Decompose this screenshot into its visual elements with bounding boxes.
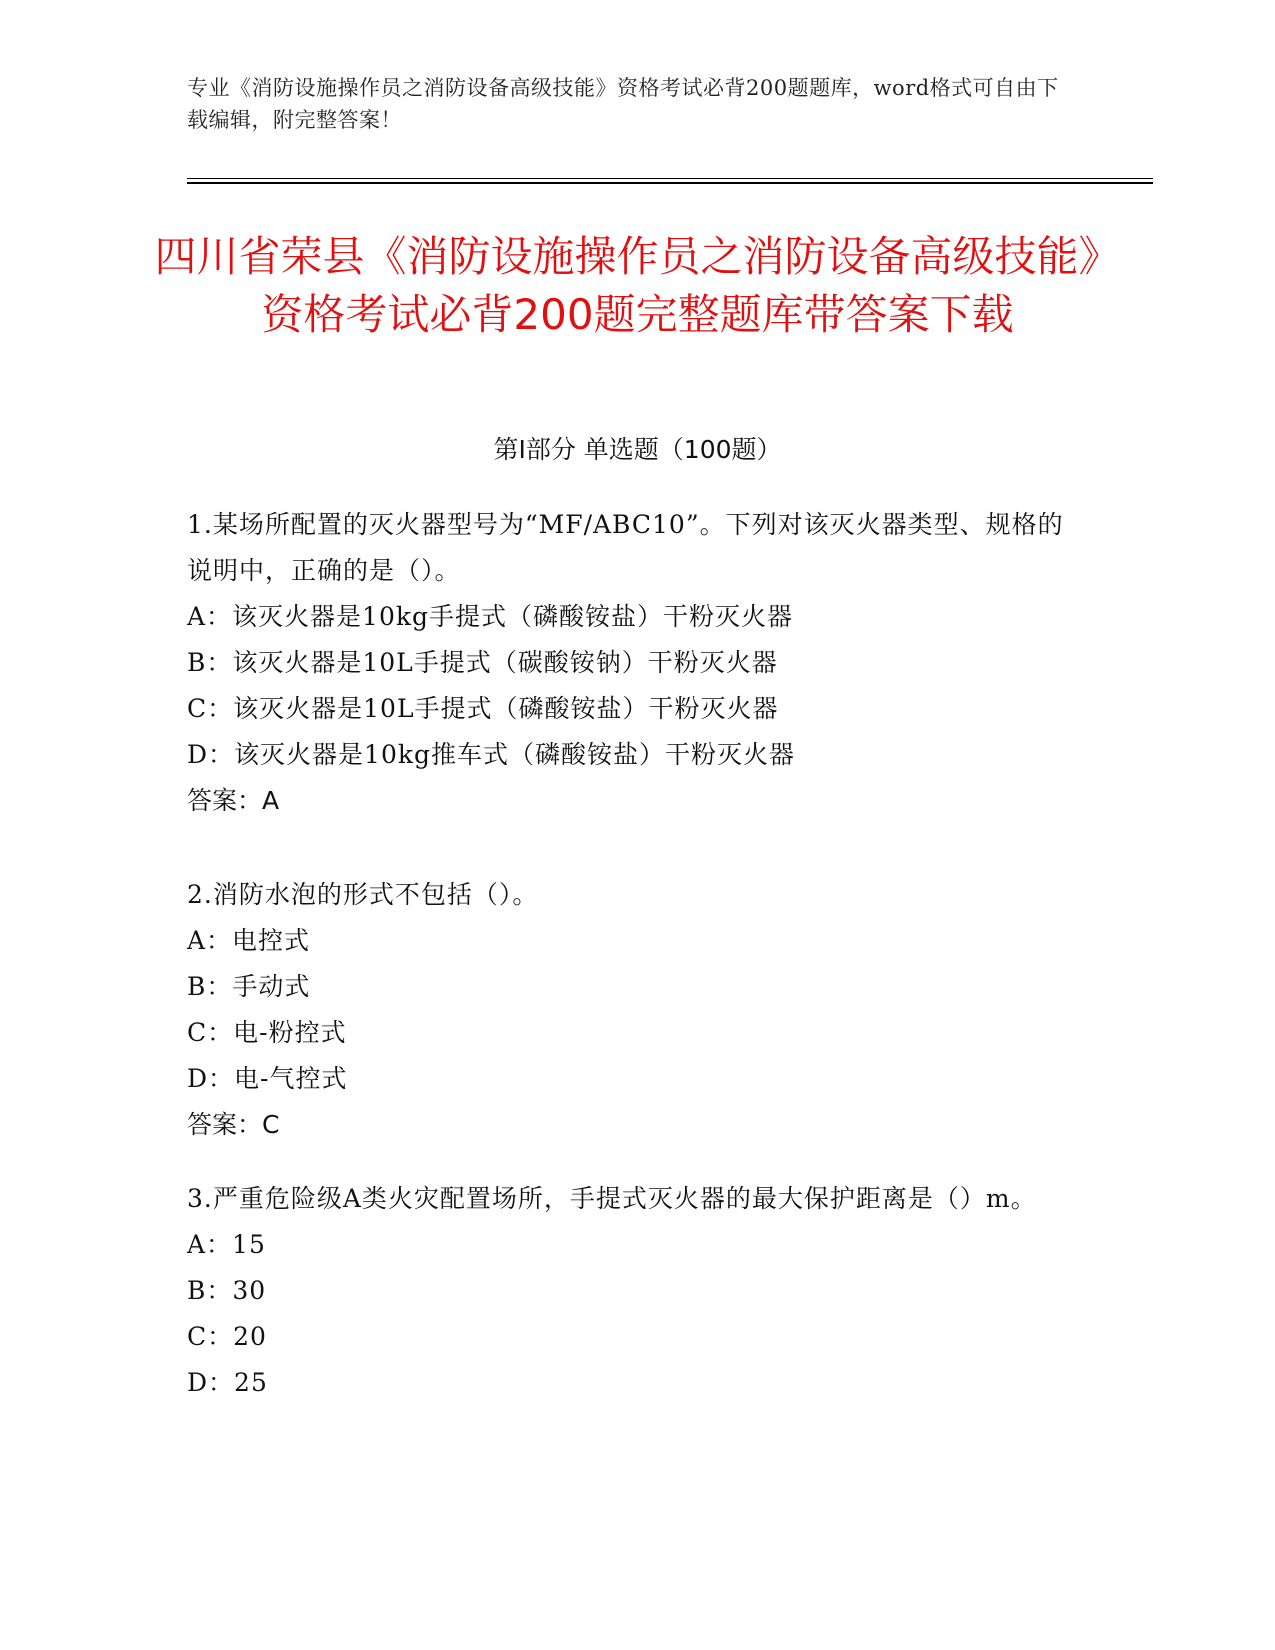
option-b: B：30	[187, 1276, 267, 1305]
option-b: B：手动式	[187, 972, 311, 1001]
option-b: B：该灭火器是10L手提式（碳酸铵钠）干粉灭火器	[187, 648, 778, 677]
option-a: A：该灭火器是10kg手提式（磷酸铵盐）干粉灭火器	[187, 602, 794, 631]
header-note: 专业《消防设施操作员之消防设备高级技能》资格考试必背200题题库，word格式可自由下载编辑，附完整答案！	[187, 76, 1059, 132]
option-a: A：电控式	[187, 926, 311, 955]
header-divider-thin	[187, 178, 1153, 179]
question-2	[187, 872, 1067, 1148]
option-c: C：20	[187, 1322, 267, 1351]
question-3	[187, 1176, 1067, 1406]
document-title: 四川省荣县《消防设施操作员之消防设备高级技能》资格考试必背200题完整题库带答案下载	[154, 232, 1121, 339]
option-d: D：电-气控式	[187, 1064, 348, 1093]
option-d: D：25	[187, 1368, 268, 1397]
option-a: A：15	[187, 1230, 266, 1259]
question-1	[187, 502, 1067, 824]
section-title: 第Ⅰ部分 单选题（100题）	[493, 435, 782, 464]
header-divider-thick	[187, 182, 1153, 184]
option-c: C：电-粉控式	[187, 1018, 347, 1047]
option-d: D：该灭火器是10kg推车式（磷酸铵盐）干粉灭火器	[187, 740, 796, 769]
question-stem: 3.严重危险级A类火灾配置场所，手提式灭火器的最大保护距离是（）m。	[187, 1184, 1037, 1213]
question-stem: 2.消防水泡的形式不包括（）。	[187, 880, 539, 909]
option-c: C：该灭火器是10L手提式（磷酸铵盐）干粉灭火器	[187, 694, 779, 723]
answer: 答案：A	[187, 786, 280, 815]
question-stem: 1.某场所配置的灭火器型号为“MF/ABC10”。下列对该灭火器类型、规格的说明中，正确的是（）。	[187, 510, 1064, 585]
answer: 答案：C	[187, 1110, 280, 1139]
